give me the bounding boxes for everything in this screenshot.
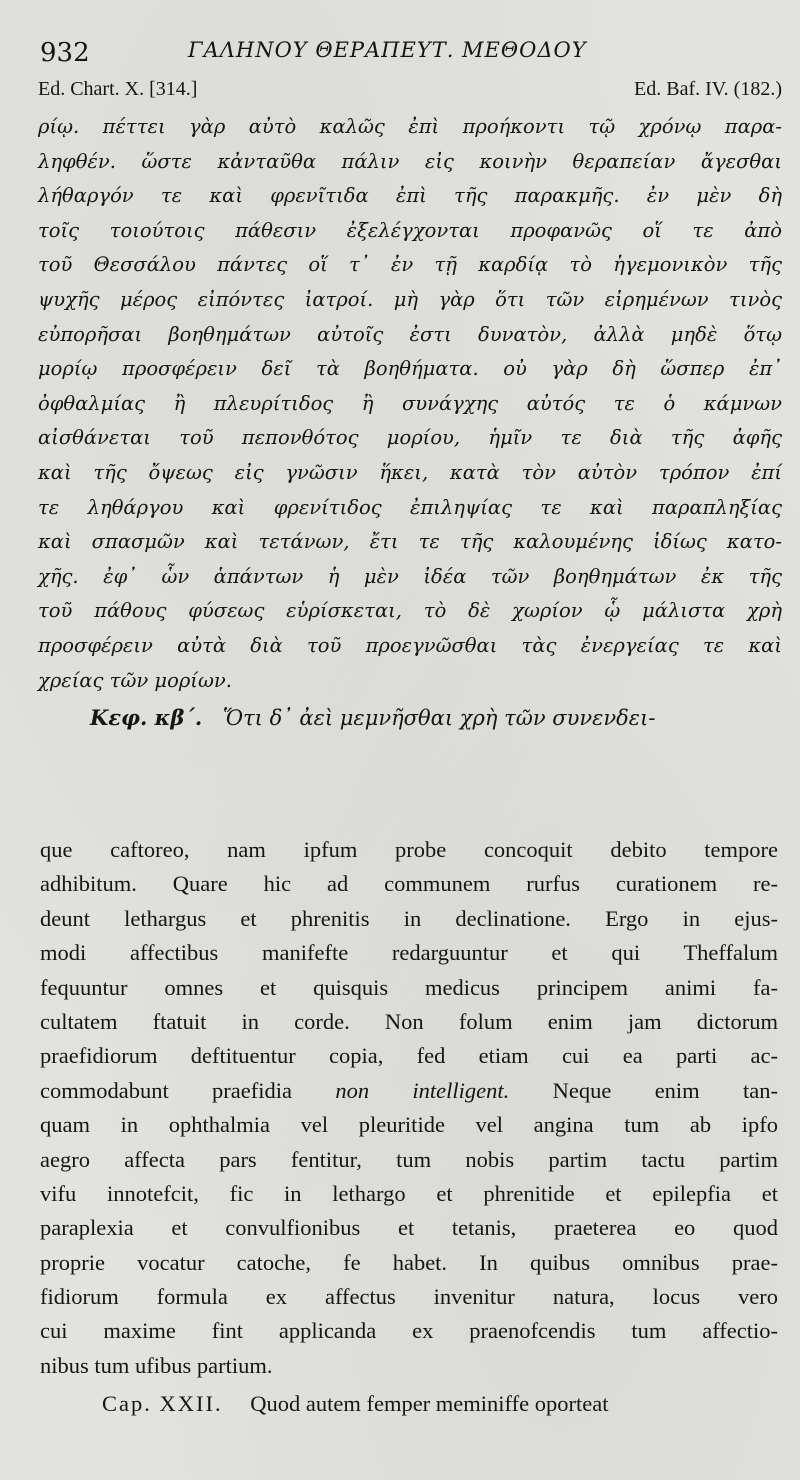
latin-chapter-heading (40, 1383, 778, 1425)
greek-line: χῆς. ἐφ᾽ ὧν ἁπάντων ἡ μὲν ἰδέα τῶν βοηθημάτων ἐκ τῆς (38, 564, 782, 588)
greek-line: ψυχῆς μέρος εἰπόντες ἰατροί. μὴ γὰρ ὅτι τῶν εἰρημένων τινὸς (38, 287, 782, 311)
edition-reference-line (38, 78, 782, 108)
page-header (38, 34, 778, 68)
latin-line: fequuntur omnes et quisquis medicus principem animi fa- (40, 974, 778, 1000)
latin-line: vifu innotefcit, fic in lethargo et phrenitide et epilepfia et (40, 1180, 778, 1206)
latin-line: modi affectibus manifefte redarguuntur et qui Theffalum (40, 940, 778, 966)
greek-chapter-label: Κεφ. κβ΄. (90, 705, 203, 731)
greek-text-block (38, 110, 782, 738)
latin-line: que caftoreo, nam ipfum probe concoquit debito tempore (40, 837, 778, 862)
latin-line: proprie vocatur catoche, fe habet. In quibus omnibus prae- (40, 1249, 778, 1275)
latin-line: paraplexia et convulfionibus et tetanis, praeterea eo quod (40, 1215, 778, 1241)
greek-line: λήθαργόν τε καὶ φρενῖτιδα ἐπὶ τῆς παρακμῆς. ἐν μὲν δὴ (38, 184, 782, 208)
greek-line: τοῖς τοιούτοις πάθεσιν ἐξελέγχονται προφανῶς οἵ τε ἀπὸ (38, 218, 782, 242)
latin-italic-phrase: non intelligent. (335, 1077, 510, 1103)
greek-line: μορίῳ προσφέρειν δεῖ τὰ βοηθήματα. οὐ γὰρ δὴ ὥσπερ ἐπ᾽ (38, 357, 782, 381)
latin-text-block (40, 833, 778, 1425)
greek-line: ρίῳ. πέττει γὰρ αὐτὸ καλῶς ἐπὶ προήκοντι τῷ χρόνῳ παρα- (38, 115, 782, 138)
greek-line: προσφέρειν αὐτὰ διὰ τοῦ προεγνῶσθαι τὰς ἐνεργείας τε καὶ (38, 633, 782, 657)
greek-line: ὀφθαλμίας ἢ πλευρίτιδος ἢ συνάγχης αὐτός τε ὁ κάμνων (38, 391, 782, 415)
greek-line: εὐπορῆσαι βοηθημάτων αὐτοῖς ἐστι δυνατὸν, ἀλλὰ μηδὲ ὅτῳ (38, 322, 782, 346)
running-title: ΓΑΛΗΝΟΥ ΘΕΡΑΠΕΥΤ. ΜΕΘΟΔΟΥ (188, 38, 587, 62)
latin-line: praefidiorum deftituentur copia, fed etiam cui ea parti ac- (40, 1043, 778, 1069)
latin-chapter-label: Cap. XXII. (102, 1391, 223, 1417)
latin-line-tail: Neque enim tan- (552, 1077, 778, 1103)
greek-line: τε ληθάργου καὶ φρενίτιδος ἐπιληψίας τε καὶ παραπληξίας (38, 495, 782, 519)
latin-line-mixed (40, 1074, 778, 1108)
latin-line: adhibitum. Quare hic ad communem rurfus curationem re- (40, 871, 778, 897)
edition-basel: Ed. Baf. IV. (182.) (634, 78, 782, 100)
greek-line: τοῦ πάθους φύσεως εὑρίσκεται, τὸ δὲ χωρίον ᾧ μάλιστα χρὴ (38, 599, 782, 623)
greek-chapter-text: Ὅτι δ᾽ ἀεὶ μεμνῆσθαι χρὴ τῶν συνενδει- (222, 706, 656, 731)
greek-chapter-heading (38, 698, 782, 738)
latin-line: cui maxime fint applicanda ex praenofcendis tum affectio- (40, 1318, 778, 1344)
latin-line: quam in ophthalmia vel pleuritide vel angina tum ab ipfo (40, 1112, 778, 1138)
latin-line: aegro affecta pars fentitur, tum nobis partim tactu partim (40, 1146, 778, 1172)
greek-line: τοῦ Θεσσάλου πάντες οἵ τ᾽ ἐν τῇ καρδίᾳ τὸ ἡγεμονικὸν τῆς (38, 253, 782, 277)
edition-chartier: Ed. Chart. X. [314.] (38, 78, 198, 100)
page-number: 932 (40, 38, 90, 68)
latin-line: nibus tum ufibus partium. (40, 1352, 273, 1378)
latin-line: cultatem ftatuit in corde. Non folum enim jam dictorum (40, 1008, 778, 1034)
latin-line: fidiorum formula ex affectus invenitur natura, locus vero (40, 1284, 778, 1310)
latin-line-head: commodabunt praefidia (40, 1077, 336, 1103)
greek-line: χρείας τῶν μορίων. (38, 668, 232, 692)
greek-line: καὶ σπασμῶν καὶ τετάνων, ἔτι τε τῆς καλουμένης ἰδίως κατο- (38, 530, 782, 554)
greek-line: ληφθέν. ὥστε κἀνταῦθα πάλιν εἰς κοινὴν θεραπείαν ἄγεσθαι (38, 149, 782, 173)
latin-chapter-text: Quod autem femper meminiffe oporteat (250, 1391, 609, 1417)
greek-line: αἰσθάνεται τοῦ πεπονθότος μορίου, ἡμῖν τε διὰ τῆς ἀφῆς (38, 426, 782, 450)
greek-line: καὶ τῆς ὄψεως εἰς γνῶσιν ἥκει, κατὰ τὸν αὐτὸν τρόπον ἐπί (38, 460, 782, 484)
latin-line: deunt lethargus et phrenitis in declinatione. Ergo in ejus- (40, 905, 778, 931)
